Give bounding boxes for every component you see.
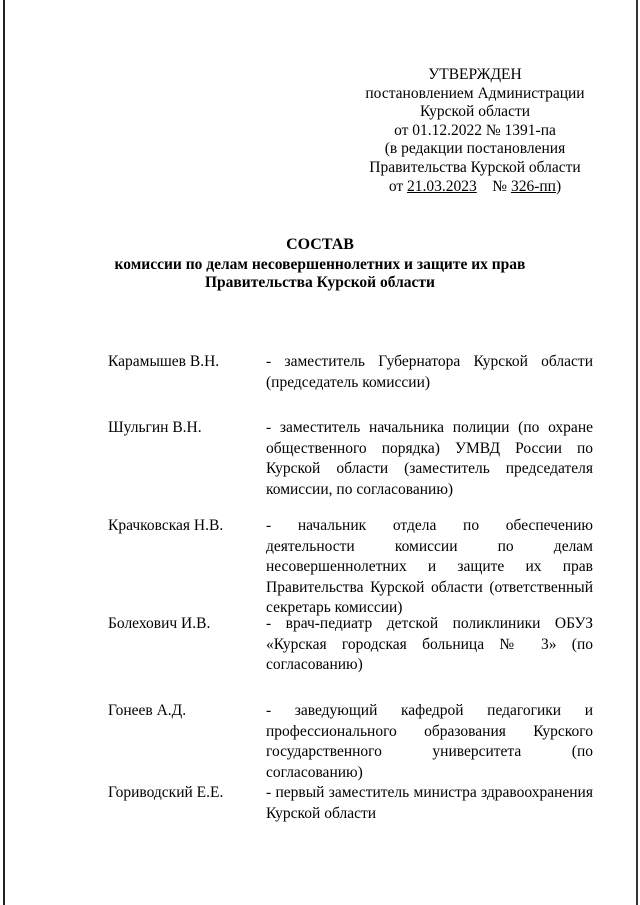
member-role: - врач-педиатр детской поликлиники ОБУЗ «Курская городская больница № 3» (по согласованию) <box>266 615 593 674</box>
title-subtitle-2: Правительства Курской области <box>205 274 435 291</box>
member-role: - заведующий кафедрой педагогики и профессионального образования Курского государственного университета (по согласованию) <box>266 702 593 781</box>
approval-heading: УТВЕРЖДЕН <box>428 66 522 83</box>
amendment-prefix: от <box>388 177 408 195</box>
title-subtitle-1: комиссии по делам несовершеннолетних и защите их прав <box>114 255 526 273</box>
page-edge-left <box>3 0 5 905</box>
member-name: Крачковская Н.В. <box>108 517 224 534</box>
member-name: Гориводский Е.Е. <box>108 784 224 801</box>
member-role: - заместитель начальника полиции (по охране общественного порядка) УМВД России по Курской области (заместитель председателя комиссии, по согласованию) <box>266 419 593 498</box>
approval-line-5: Правительства Курской области <box>369 158 581 176</box>
approval-line-1: постановлением Администрации <box>365 84 585 102</box>
approval-stamp <box>350 66 600 196</box>
amendment-suffix: ) <box>555 177 562 195</box>
approval-line-3: от 01.12.2022 № 1391-па <box>394 121 556 139</box>
member-name: Карамышев В.Н. <box>108 353 220 370</box>
document-title <box>0 236 640 293</box>
approval-line-4: (в редакции постановления <box>384 140 566 158</box>
member-role: - первый заместитель министра здравоохранения Курской области <box>266 784 593 822</box>
approval-line-2: Курской области <box>419 103 531 121</box>
member-name: Шульгин В.Н. <box>108 419 202 436</box>
title-main: СОСТАВ <box>286 236 354 253</box>
member-role: - начальник отдела по обеспечению деятельности комиссии по делам несовершеннолетних и защите их прав Правительства Курской области (ответственный секретарь комиссии) <box>266 517 593 617</box>
page-edge-right <box>636 0 638 905</box>
amendment-date: 21.03.2023 <box>407 177 477 195</box>
member-role: - заместитель Губернатора Курской области (председатель комиссии) <box>266 353 593 391</box>
approval-line-6 <box>350 178 600 197</box>
amendment-number: 326-пп <box>510 177 556 195</box>
member-name: Болехович И.В. <box>108 615 211 632</box>
amendment-number-label: № <box>476 177 511 195</box>
member-name: Гонеев А.Д. <box>108 702 187 719</box>
